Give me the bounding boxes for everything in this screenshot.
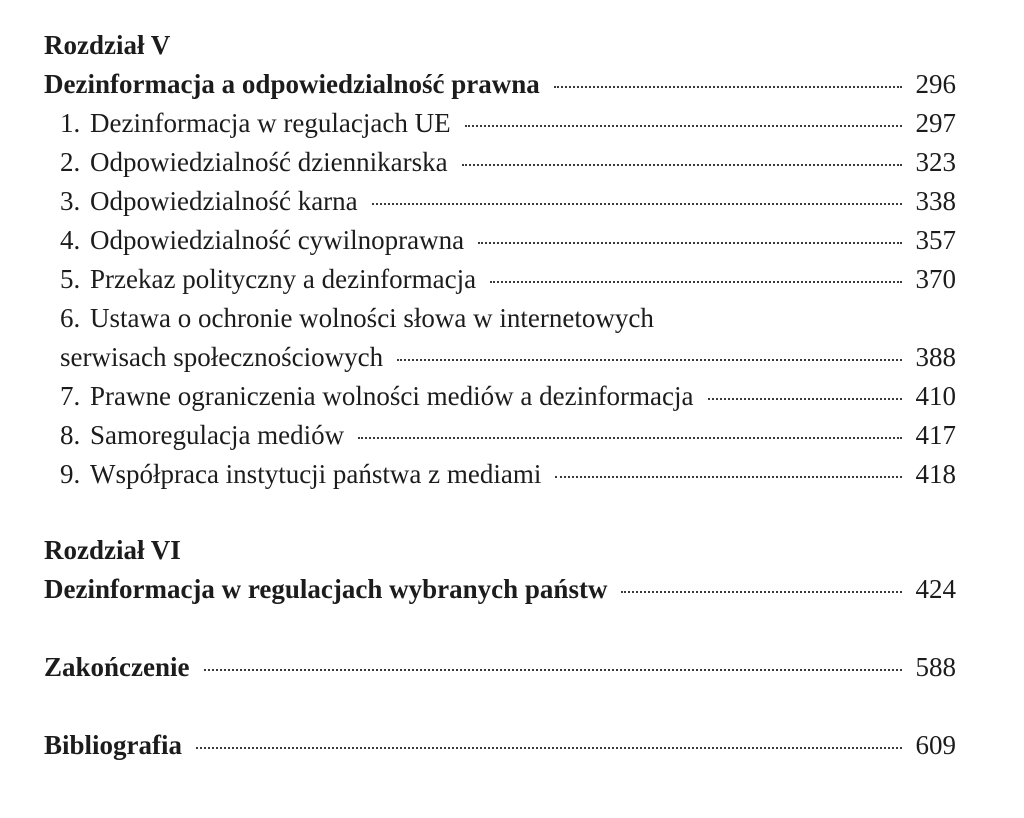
section-page: 323	[915, 147, 956, 177]
section-title: Współpraca instytucji państwa z mediami	[90, 459, 542, 489]
section-page: 417	[915, 420, 956, 450]
chapter-6-label: Rozdział VI	[44, 535, 181, 565]
dot-leader	[397, 359, 902, 361]
dot-leader	[204, 669, 903, 671]
conclusion-entry	[44, 648, 956, 687]
section-page: 338	[915, 186, 956, 216]
toc-entry-5-2	[44, 143, 956, 182]
dot-leader	[555, 476, 902, 478]
dot-leader	[358, 437, 902, 439]
toc-entry-5-7	[44, 377, 956, 416]
section-page: 370	[915, 264, 956, 294]
section-number: 9.	[60, 459, 81, 489]
section-number: 1.	[60, 108, 81, 138]
chapter-5-label: Rozdział V	[44, 30, 171, 60]
section-page: 357	[915, 225, 956, 255]
section-number: 6.	[60, 303, 81, 333]
section-title: Ustawa o ochronie wolności słowa w internetowych	[90, 303, 654, 333]
conclusion-title: Zakończenie	[44, 652, 190, 682]
section-title: Przekaz polityczny a dezinformacja	[90, 264, 477, 294]
conclusion-page: 588	[915, 652, 956, 682]
dot-leader	[478, 242, 902, 244]
section-number: 8.	[60, 420, 81, 450]
section-title: Odpowiedzialność dziennikarska	[90, 147, 448, 177]
dot-leader	[708, 398, 902, 400]
bibliography-title: Bibliografia	[44, 730, 183, 760]
chapter-5-page: 296	[915, 69, 956, 99]
toc-entry-5-1	[44, 104, 956, 143]
section-page: 297	[915, 108, 956, 138]
dot-leader	[196, 747, 902, 749]
toc-entry-5-4	[44, 221, 956, 260]
section-number: 7.	[60, 381, 81, 411]
section-title: Odpowiedzialność cywilnoprawna	[90, 225, 465, 255]
section-number: 3.	[60, 186, 81, 216]
table-of-contents	[44, 26, 956, 765]
section-title-continued: serwisach społecznościowych	[60, 342, 384, 372]
chapter-6-entry	[44, 570, 956, 609]
bibliography-entry	[44, 726, 956, 765]
chapter-6-page: 424	[915, 574, 956, 604]
section-title: Dezinformacja w regulacjach UE	[90, 108, 451, 138]
section-page: 388	[915, 342, 956, 372]
section-title: Samoregulacja mediów	[90, 420, 345, 450]
dot-leader	[465, 125, 902, 127]
section-number: 5.	[60, 264, 81, 294]
section-title: Odpowiedzialność karna	[90, 186, 358, 216]
toc-entry-5-8	[44, 416, 956, 455]
section-number: 2.	[60, 147, 81, 177]
toc-entry-5-6-line-1	[44, 299, 956, 338]
section-number: 4.	[60, 225, 81, 255]
dot-leader	[372, 203, 902, 205]
section-page: 418	[915, 459, 956, 489]
chapter-5-entry	[44, 65, 956, 104]
dot-leader	[490, 281, 902, 283]
bibliography-page: 609	[915, 730, 956, 760]
toc-entry-5-6-line-2	[44, 338, 956, 377]
section-page: 410	[915, 381, 956, 411]
toc-entry-5-9	[44, 455, 956, 494]
dot-leader	[621, 591, 902, 593]
dot-leader	[462, 164, 902, 166]
toc-entry-5-5	[44, 260, 956, 299]
dot-leader	[554, 86, 902, 88]
section-title: Prawne ograniczenia wolności mediów a dezinformacja	[90, 381, 694, 411]
toc-entry-5-3	[44, 182, 956, 221]
chapter-5-title: Dezinformacja a odpowiedzialność prawna	[44, 69, 540, 99]
chapter-6-title: Dezinformacja w regulacjach wybranych państw	[44, 574, 608, 604]
